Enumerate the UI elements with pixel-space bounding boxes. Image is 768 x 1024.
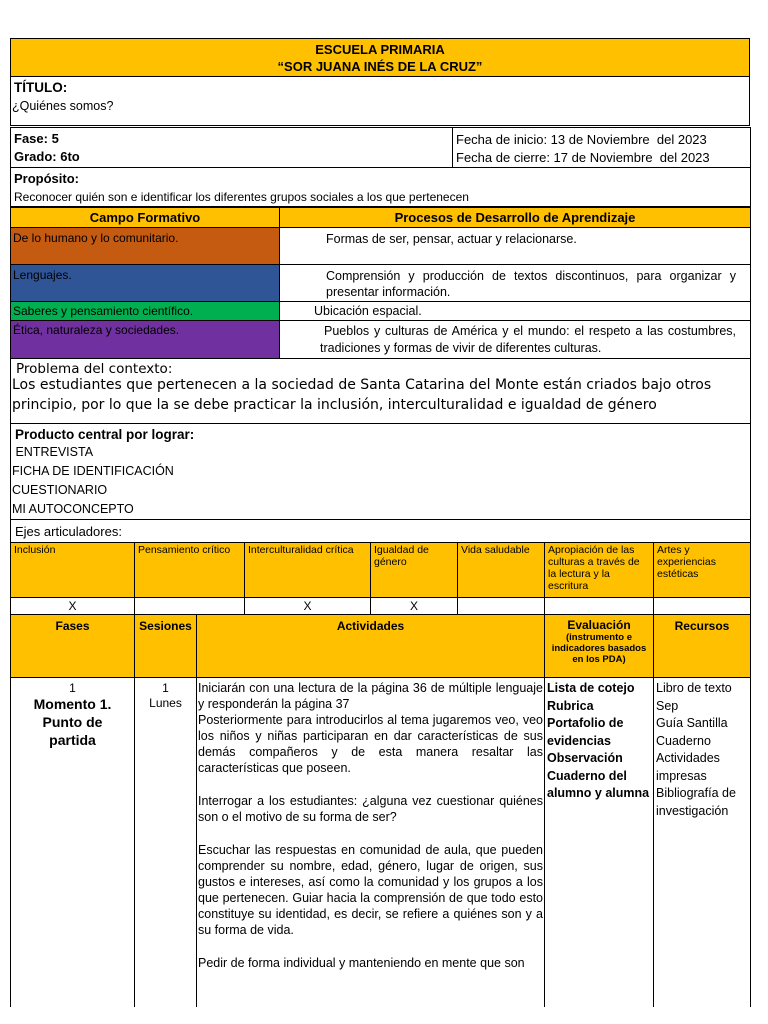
fecha-inicio: Fecha de inicio: 13 de Noviembre del 2023 (456, 132, 707, 147)
campo-label-1: De lo humano y lo comunitario. (13, 231, 179, 245)
evaluacion-item-1: Lista de cotejo (547, 681, 635, 695)
proceso-label-2: Comprensión y producción de textos discontinuos, para organizar y presentar información. (326, 269, 736, 299)
titulo-label: TÍTULO: (14, 80, 68, 95)
fase-cell (11, 681, 134, 749)
eje-header-3 (244, 542, 371, 598)
plan-header-actividades-label: Actividades (336, 619, 405, 633)
eje-header-label-4: Igualdad de género (374, 544, 429, 568)
evaluacion-item-2: Rubrica (547, 698, 594, 713)
fase-grado-section (10, 127, 751, 168)
grado-label: Grado: 6to (14, 149, 80, 164)
eje-mark-label-1: X (68, 599, 77, 613)
plan-col-divider-4 (653, 677, 654, 1007)
evaluacion-item-5: Cuaderno del alumno y alumna (547, 768, 650, 800)
sesion-cell (135, 681, 196, 711)
proceso-cell-2 (279, 264, 751, 302)
sesion-day: Lunes (149, 696, 182, 710)
actividad-paragraph-4: Escuchar las respuestas en comunidad de aula, que pueden comprender su nombre, edad, género, lugar de origen, sus gustos e intereses, así como la comunidad y los grupos a los que pertenecen. Guiar hacia la comprensión de que todo esto constituye su identidad, es decir, se refiere a quiénes son y a su forma de vida. (198, 843, 543, 937)
plan-col-divider-1 (134, 677, 135, 1007)
eje-header-label-7: Artes y experiencias estéticas (657, 544, 716, 580)
plan-header-recursos (653, 614, 751, 678)
proposito-section (10, 167, 751, 207)
producto-item-4: MI AUTOCONCEPTO (12, 502, 134, 516)
campo-cell-3 (10, 301, 280, 321)
eje-header-4 (370, 542, 458, 598)
recurso-item-4: Actividades impresas (656, 751, 720, 783)
actividad-paragraph-3: Interrogar a los estudiantes: ¿alguna vez cuestionar quiénes son o el motivo de su forma de ser? (198, 794, 543, 824)
eje-header-2 (134, 542, 245, 598)
eje-header-1 (10, 542, 135, 598)
titulo-value: ¿Quiénes somos? (12, 99, 114, 113)
proceso-label-4: Pueblos y culturas de América y el mundo: el respeto a las costumbres, tradiciones y formas de vivir de diferentes culturas. (320, 324, 736, 355)
fechas-divider (452, 128, 453, 167)
producto-item-2: FICHA DE IDENTIFICACIÓN (12, 464, 174, 478)
recurso-item-1: Libro de texto Sep (656, 681, 732, 713)
actividad-paragraph-1: Iniciarán con una lectura de la página 36 de múltiple lenguaje y responderán la página 37 (198, 681, 543, 711)
eje-mark-6 (544, 597, 654, 615)
proceso-cell-3 (279, 301, 751, 321)
plan-header-evaluacion-sub: (instrumento e indicadores basados en los PDA) (551, 632, 647, 665)
recursos-cell (656, 680, 751, 820)
eje-header-5 (457, 542, 545, 598)
eje-header-label-2: Pensamiento crítico (138, 544, 231, 556)
recurso-item-5: Bibliografía de investigación (656, 786, 736, 818)
ejes-label-cell (10, 519, 751, 543)
producto-label: Producto central por lograr: (15, 427, 195, 442)
proceso-cell-1 (279, 227, 751, 265)
eje-mark-1 (10, 597, 135, 615)
plan-col-divider-3 (544, 677, 545, 1007)
plan-header-recursos-label: Recursos (674, 619, 730, 633)
titulo-section (10, 76, 750, 126)
school-name: “SOR JUANA INÉS DE LA CRUZ” (277, 59, 483, 74)
fecha-cierre: Fecha de cierre: 17 de Noviembre del 2023 (456, 150, 710, 165)
eje-mark-7 (653, 597, 751, 615)
proceso-label-1: Formas de ser, pensar, actuar y relacionarse. (326, 232, 577, 246)
campo-label-2: Lenguajes. (13, 268, 72, 282)
eje-header-label-3: Interculturalidad crítica (248, 544, 354, 556)
proceso-label-3: Ubicación espacial. (314, 304, 422, 318)
sesion-number: 1 (162, 681, 169, 695)
eje-mark-label-3: X (303, 599, 312, 613)
ejes-label: Ejes articuladores: (15, 524, 122, 539)
proposito-value: Reconocer quién son e identificar los diferentes grupos sociales a los que pertenecen (14, 190, 469, 204)
fase-label: Fase: 5 (14, 131, 59, 146)
evaluacion-item-3: Portafolio de evidencias (547, 716, 624, 748)
recurso-item-2: Guía Santilla (656, 716, 728, 730)
eje-header-label-1: Inclusión (14, 544, 56, 556)
plan-header-actividades (196, 614, 545, 678)
problema-value: Los estudiantes que pertenecen a la sociedad de Santa Catarina del Monte están criados bajo otros principio, por lo que la se debe practicar la inclusión, interculturalidad e igualdad de género (12, 377, 712, 413)
eje-header-7 (653, 542, 751, 598)
problema-label: Problema del contexto: (16, 361, 173, 377)
fase-number: 1 (69, 681, 76, 695)
campo-cell-1 (10, 227, 280, 265)
evaluacion-cell (547, 680, 653, 803)
recurso-item-3: Cuaderno (656, 733, 711, 748)
actividad-paragraph-5: Pedir de forma individual y manteniendo en mente que son (198, 956, 525, 970)
eje-mark-label-4: X (409, 599, 418, 613)
campo-label-4: Ética, naturaleza y sociedades. (13, 323, 180, 337)
eje-mark-3 (244, 597, 371, 615)
campo-label-3: Saberes y pensamiento científico. (13, 304, 194, 318)
proceso-cell-4 (279, 320, 751, 359)
eje-header-label-5: Vida saludable (461, 544, 530, 556)
eje-mark-5 (457, 597, 545, 615)
producto-item-1: ENTREVISTA (12, 445, 94, 459)
producto-section (10, 423, 751, 520)
plan-header-sesiones (134, 614, 197, 678)
actividades-cell (197, 680, 544, 971)
fase-name: Momento 1. Punto de partida (33, 696, 112, 748)
actividad-paragraph-2: Posteriormente para introducirlos al tema jugaremos veo, veo los niños y niñas participaran en dar características de sus demás compañeros y de esta manera resaltar las características que poseen. (198, 713, 543, 775)
evaluacion-item-4: Observación (547, 751, 623, 765)
plan-header-fases (10, 614, 135, 678)
plan-header-evaluacion-label: Evaluación (567, 618, 631, 632)
eje-header-6 (544, 542, 654, 598)
problema-section (10, 358, 751, 424)
plan-header-sesiones-label: Sesiones (139, 619, 192, 633)
producto-item-3: CUESTIONARIO (12, 483, 108, 497)
school-title: ESCUELA PRIMARIA (315, 42, 445, 57)
eje-mark-4 (370, 597, 458, 615)
plan-header-fases-label: Fases (55, 619, 90, 633)
campo-cell-4 (10, 320, 280, 359)
school-header (10, 38, 750, 77)
campo-header-left: Campo Formativo (10, 207, 280, 228)
proposito-label: Propósito: (14, 171, 79, 186)
eje-header-label-6: Apropiación de las culturas a través de la lectura y la escritura (548, 544, 640, 592)
campo-cell-2 (10, 264, 280, 302)
campo-header-right: Procesos de Desarrollo de Aprendizaje (279, 207, 751, 228)
eje-mark-2 (134, 597, 245, 615)
plan-header-evaluacion (544, 614, 654, 678)
